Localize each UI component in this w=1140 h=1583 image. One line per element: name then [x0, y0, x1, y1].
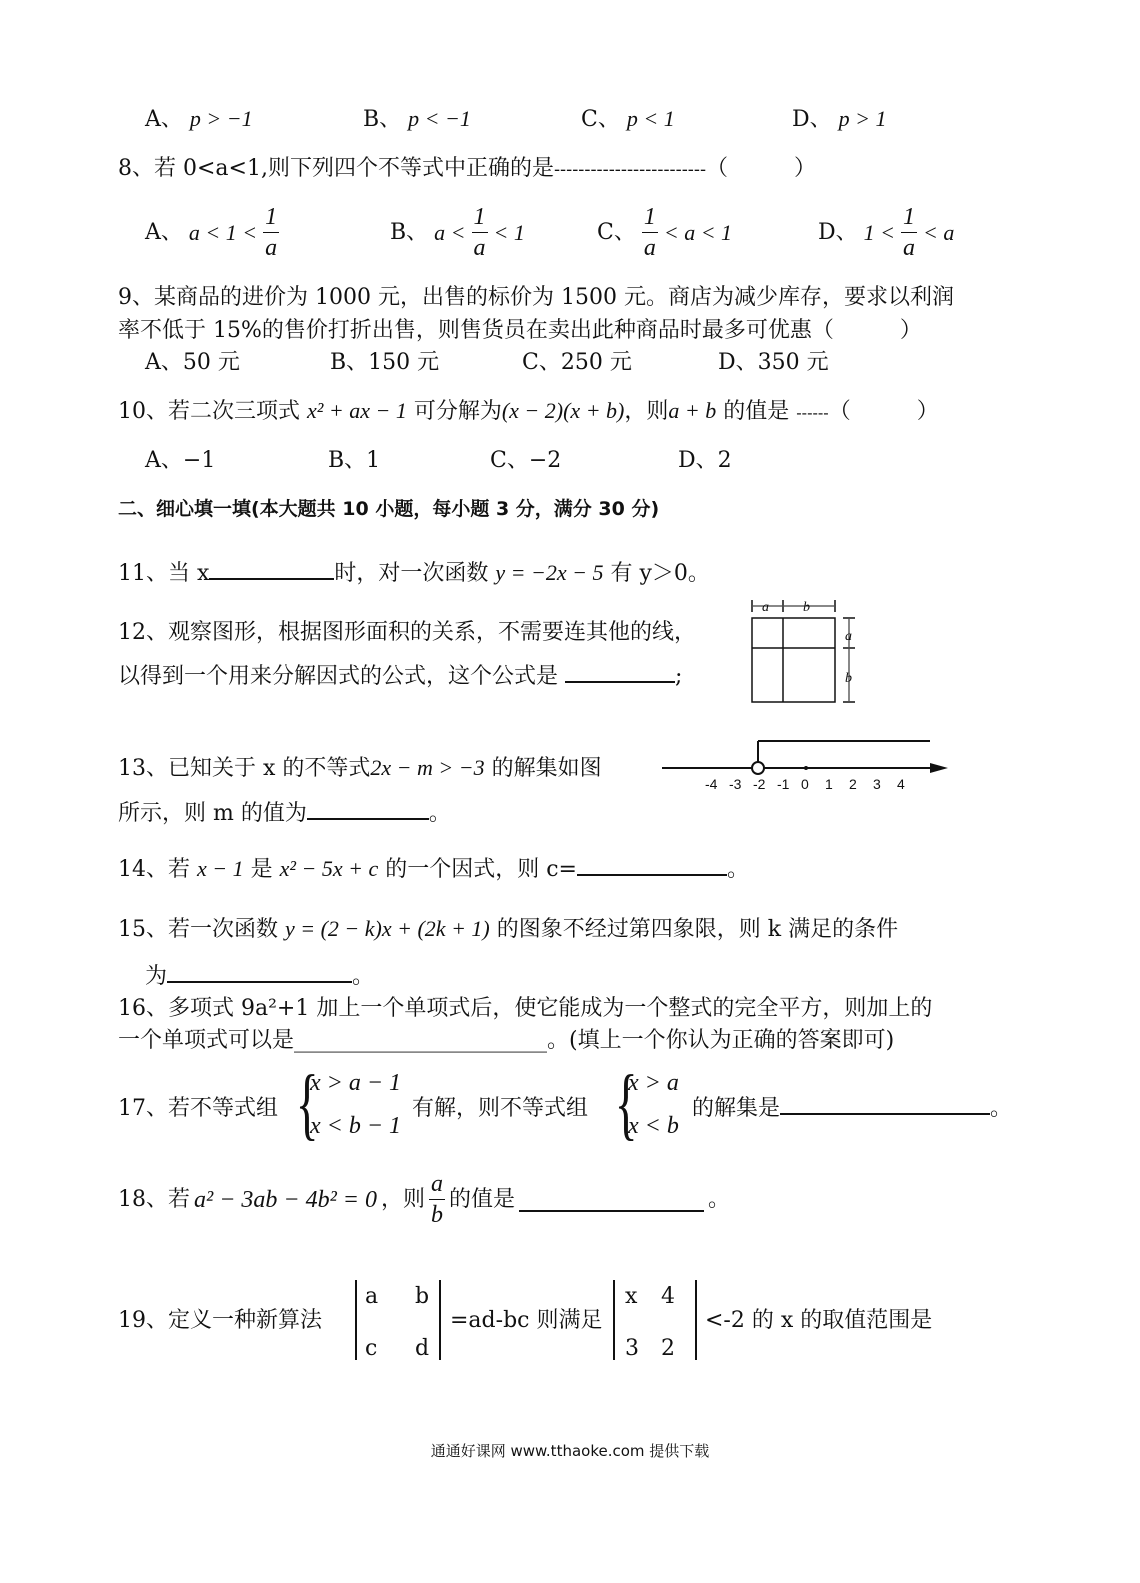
q15-answer-blank[interactable] — [167, 980, 352, 983]
q12-label-b-top: b — [803, 600, 810, 615]
q7-option-b: B、 p < −1 — [363, 106, 471, 132]
q17-pre: 17、若不等式组 — [118, 1096, 278, 1121]
q19-pre: 19、定义一种新算法 — [118, 1308, 322, 1333]
q19-determinant-1: a b c d — [355, 1280, 441, 1360]
q13-open-circle — [752, 762, 764, 774]
q12-label-b-side: b — [845, 671, 852, 686]
q13-line1: 13、已知关于 x 的不等式2x − m > −3 的解集如图 — [118, 755, 602, 781]
q19-determinant-2: x 4 3 2 — [613, 1280, 697, 1360]
q9-option-c: C、250 元 — [522, 350, 632, 375]
q9-option-d: D、350 元 — [718, 350, 829, 375]
q19-mid: =ad-bc 则满足 — [450, 1308, 603, 1333]
number-line-tick-label: 1 — [825, 776, 833, 792]
number-line-tick-label: 4 — [897, 776, 905, 792]
q10-option-b: B、1 — [328, 448, 381, 473]
number-line-tick-label: -1 — [777, 776, 790, 792]
q15-line1: 15、若一次函数 y = (2 − k)x + (2k + 1) 的图象不经过第四象限，则 k 满足的条件 — [118, 916, 899, 942]
q14-answer-blank[interactable] — [577, 873, 727, 876]
number-line-tick-label: 2 — [849, 776, 857, 792]
q17-answer-blank[interactable] — [780, 1112, 990, 1115]
number-line-tick-label: 3 — [873, 776, 881, 792]
q10-option-a: A、−1 — [145, 448, 216, 473]
q9-option-b: B、150 元 — [330, 350, 440, 375]
footer-text: 通通好课网 www.tthaoke.com 提供下载 — [430, 1442, 710, 1460]
q12-square-diagram — [745, 596, 865, 706]
q8-stem: 8、若 0<a<1,则下列四个不等式中正确的是-------------------------（ ） — [118, 156, 817, 181]
number-line-tick-label: -4 — [705, 776, 718, 792]
q8-option-c: C、 $\frac{1}{a}$ < a < 1 — [597, 204, 733, 261]
q10-stem: 10、若二次三项式 x² + ax − 1 可分解为(x − 2)(x + b)，则a + b 的值是 ------（ ） — [118, 398, 939, 424]
number-line-tick-label: -2 — [753, 776, 766, 792]
q9-line1: 9、某商品的进价为 1000 元，出售的标价为 1500 元。商店为减少库存，要求以利润 — [118, 285, 954, 310]
q18-answer-blank[interactable] — [519, 1209, 704, 1212]
q12-line1: 12、观察图形，根据图形面积的关系，不需要连其他的线， — [118, 620, 696, 645]
q17-brace-1: { — [295, 1060, 319, 1148]
number-line-tick-label: 0 — [801, 776, 809, 792]
q17-mid: 有解，则不等式组 — [412, 1096, 589, 1121]
q17-system1-top: x > a − 1 — [310, 1070, 402, 1096]
q17-system1-bottom: x < b − 1 — [310, 1113, 402, 1139]
q12-label-a-top: a — [762, 600, 769, 615]
q8-option-d: D、 1 < $\frac{1}{a}$ < a — [818, 204, 955, 261]
q10-option-d: D、2 — [678, 448, 732, 473]
q8-option-b: B、 a < $\frac{1}{a}$ < 1 — [390, 204, 525, 261]
q16-line1: 16、多项式 9a²+1 加上一个单项式后，使它能成为一个整式的完全平方，则加上的 — [118, 996, 933, 1021]
q13-number-line — [660, 735, 960, 795]
q11: 11、当 x 时，对一次函数 y = −2x − 5 有 y＞0。 — [118, 560, 710, 586]
q11-answer-blank[interactable] — [209, 577, 334, 580]
q9-line2: 率不低于 15%的售价打折出售，则售货员在卖出此种商品时最多可优惠（ ） — [118, 318, 922, 343]
q17-post: 的解集是 。 — [692, 1096, 1013, 1121]
q14: 14、若 x − 1 是 x² − 5x + c 的一个因式，则 c= 。 — [118, 856, 749, 882]
q12-line2: 以得到一个用来分解因式的公式，这个公式是 ; — [118, 664, 683, 689]
q17-system2-top: x > a — [628, 1070, 679, 1096]
section-heading: 二、细心填一填(本大题共 10 小题，每小题 3 分，满分 30 分) — [118, 498, 660, 520]
q16-line2: 一个单项式可以是_______________________。(填上一个你认为正确的答案即可) — [118, 1028, 895, 1053]
q12-label-a-side: a — [845, 629, 852, 644]
q17-brace-2: { — [614, 1060, 638, 1148]
q12-answer-blank[interactable] — [565, 680, 675, 683]
q8-option-a: A、 a < 1 < $\frac{1}{a}$ — [145, 204, 278, 261]
q7-option-c: C、 p < 1 — [581, 106, 675, 132]
q7-option-a: A、 p > −1 — [145, 106, 253, 132]
q15-line2: 为 。 — [145, 964, 375, 989]
q10-option-c: C、−2 — [490, 448, 562, 473]
q13-line2: 所示，则 m 的值为 。 — [118, 801, 451, 826]
q19-post: <-2 的 x 的取值范围是 — [705, 1308, 933, 1333]
q13-answer-blank[interactable] — [307, 817, 429, 820]
number-line-tick-label: -3 — [729, 776, 742, 792]
q9-option-a: A、50 元 — [145, 350, 240, 375]
q16-answer-blank[interactable]: _______________________ — [294, 1028, 548, 1053]
q18: 18、若 a² − 3ab − 4b² = 0 ，则 $\frac{a}{b}$ 的值是 。 — [118, 1171, 731, 1228]
number-line-origin-dot — [804, 766, 808, 770]
q17-system2-bottom: x < b — [628, 1113, 679, 1139]
q7-option-d: D、 p > 1 — [792, 106, 887, 132]
